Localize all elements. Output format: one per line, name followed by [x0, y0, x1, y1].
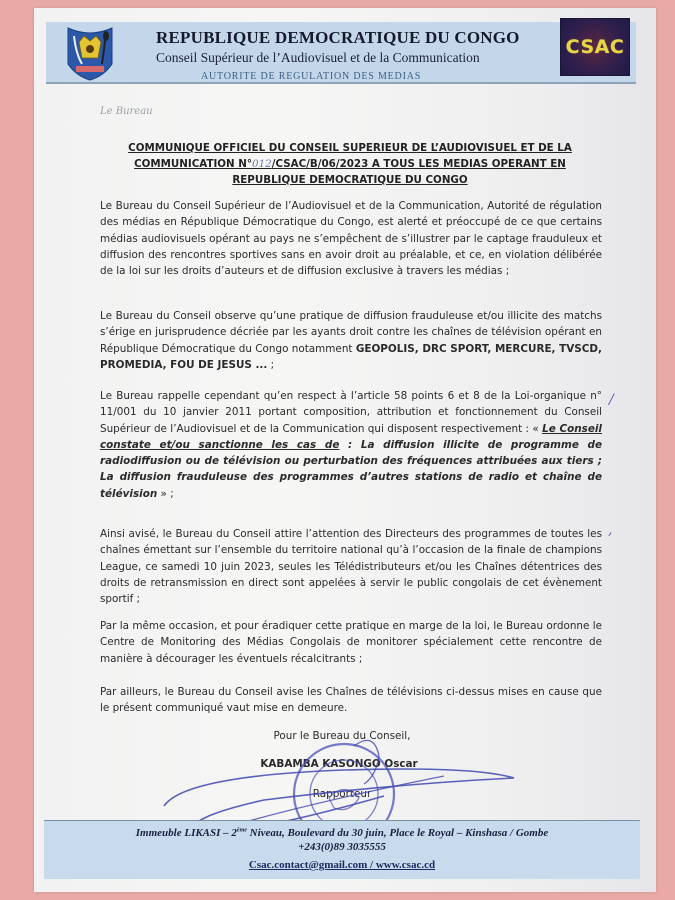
channel-list: GEOPOLIS, DRC SPORT, MERCURE, TVSCD, PROMEDIA, FOU DE JESUS ...	[100, 342, 602, 371]
letterhead-footer	[44, 820, 640, 879]
authority-tagline: AUTORITE DE REGULATION DES MEDIAS	[201, 71, 422, 82]
paragraph-3-end: » ;	[157, 487, 174, 500]
letterhead	[46, 22, 636, 84]
handwritten-mark: ,	[608, 522, 613, 538]
law-quote-lead: Le Conseil constate et/ou sanctionne les cas de	[100, 422, 602, 451]
paragraph-1: Le Bureau du Conseil Supérieur de l’Audiovisuel et de la Communication, Autorité de régulation des médias en République Démocratique du Congo, est alerté et préoccupé de ce que certains médias audiovisuels opérant au pays ne s’empêchent de s’illustrer par le captage frauduleux et diffusion des rencontres sportives sans en avoir droit au préalable, et ce, en violation délibérée de la loi sur les droits d’auteurs et de diffusion exclusive à travers les médias ;	[100, 200, 602, 278]
paragraph-3	[100, 388, 602, 502]
paragraph-3-text: Le Bureau rappelle cependant qu’en respect à l’article 58 points 6 et 8 de la Loi-organique n° 11/001 du 10 janvier 2011 portant composition, attribution et fonctionnement du Conseil Supérieur de l’Audiovisuel et de la Communication qui disposent respectivement : «	[100, 390, 602, 435]
csac-logo-text: CSAC	[565, 36, 625, 58]
paragraph-2-end: ;	[267, 358, 275, 371]
council-name: Conseil Supérieur de l’Audiovisuel et de la Communication	[156, 50, 480, 65]
address-superscript: ème	[236, 827, 247, 834]
document-paper	[34, 8, 656, 892]
address-part-1: Immeuble LIKASI – 2	[135, 827, 237, 839]
signatory-role: Rapporteur	[312, 788, 372, 800]
signatory-name: KABAMBA KASONGO Oscar	[260, 758, 418, 770]
footer-phone: +243(0)89 3035555	[298, 841, 386, 853]
paragraph-2	[100, 308, 602, 373]
sender-line: Le Bureau	[100, 106, 153, 117]
drc-coat-of-arms-icon	[64, 24, 116, 82]
paragraph-5: Par la même occasion, et pour éradiquer cette pratique en marge de la loi, le Bureau ordonne le Centre de Monitoring des Médias Congolais de monitorer spécialement cette rencontre de manière à décourager les éventuels récalcitrants ;	[100, 620, 602, 665]
law-quote: : La diffusion illicite de programme de radiodiffusion ou de télévision ou perturbation des fréquences attribuées aux tiers ; La diffusion frauduleuse des programmes d’autres stations de radio et chaîne de télévision	[100, 438, 603, 500]
handwritten-mark: /	[609, 392, 614, 408]
address-part-2: Niveau, Boulevard du 30 juin, Place le Royal – Kinshasa / Gombe	[246, 827, 549, 839]
handwritten-number: 012	[252, 158, 272, 170]
heading-part-2: /CSAC/B/06/2023 A TOUS LES MEDIAS OPERANT EN REPUBLIQUE DEMOCRATIQUE DU CONGO	[232, 158, 566, 186]
heading-part-1: COMMUNIQUE OFFICIEL DU CONSEIL SUPERIEUR DE L’AUDIOVISUEL ET DE LA COMMUNICATION N°	[128, 142, 572, 170]
signature-for: Pour le Bureau du Conseil,	[273, 730, 411, 742]
csac-logo	[560, 18, 630, 76]
communique-heading	[100, 140, 600, 188]
country-name: REPUBLIQUE DEMOCRATIQUE DU CONGO	[156, 28, 520, 47]
footer-address	[44, 827, 640, 839]
paragraph-4: Ainsi avisé, le Bureau du Conseil attire l’attention des Directeurs des programmes de toutes les chaînes émettant sur l’ensemble du territoire national qu’à l’occasion de la finale de champions League, ce samedi 10 juin 2023, seules les Télédistributeurs et/ou les Chaînes détentrices des droits de retransmission en direct sont appelées à servir le public congolais de cet évènement sportif ;	[100, 528, 602, 606]
paragraph-2-text: Le Bureau du Conseil observe qu’une pratique de diffusion frauduleuse et/ou illicite des matchs s’érige en jurisprudence décriée par les ayants droit contre les chaînes de télévision opérant en République Démocratique du Congo notamment	[100, 310, 602, 355]
paragraph-6: Par ailleurs, le Bureau du Conseil avise les Chaînes de télévisions ci-dessus mises en cause que le présent communiqué vaut mise en demeure.	[100, 686, 602, 715]
footer-contact-link[interactable]: Csac.contact@gmail.com / www.csac.cd	[248, 859, 436, 871]
